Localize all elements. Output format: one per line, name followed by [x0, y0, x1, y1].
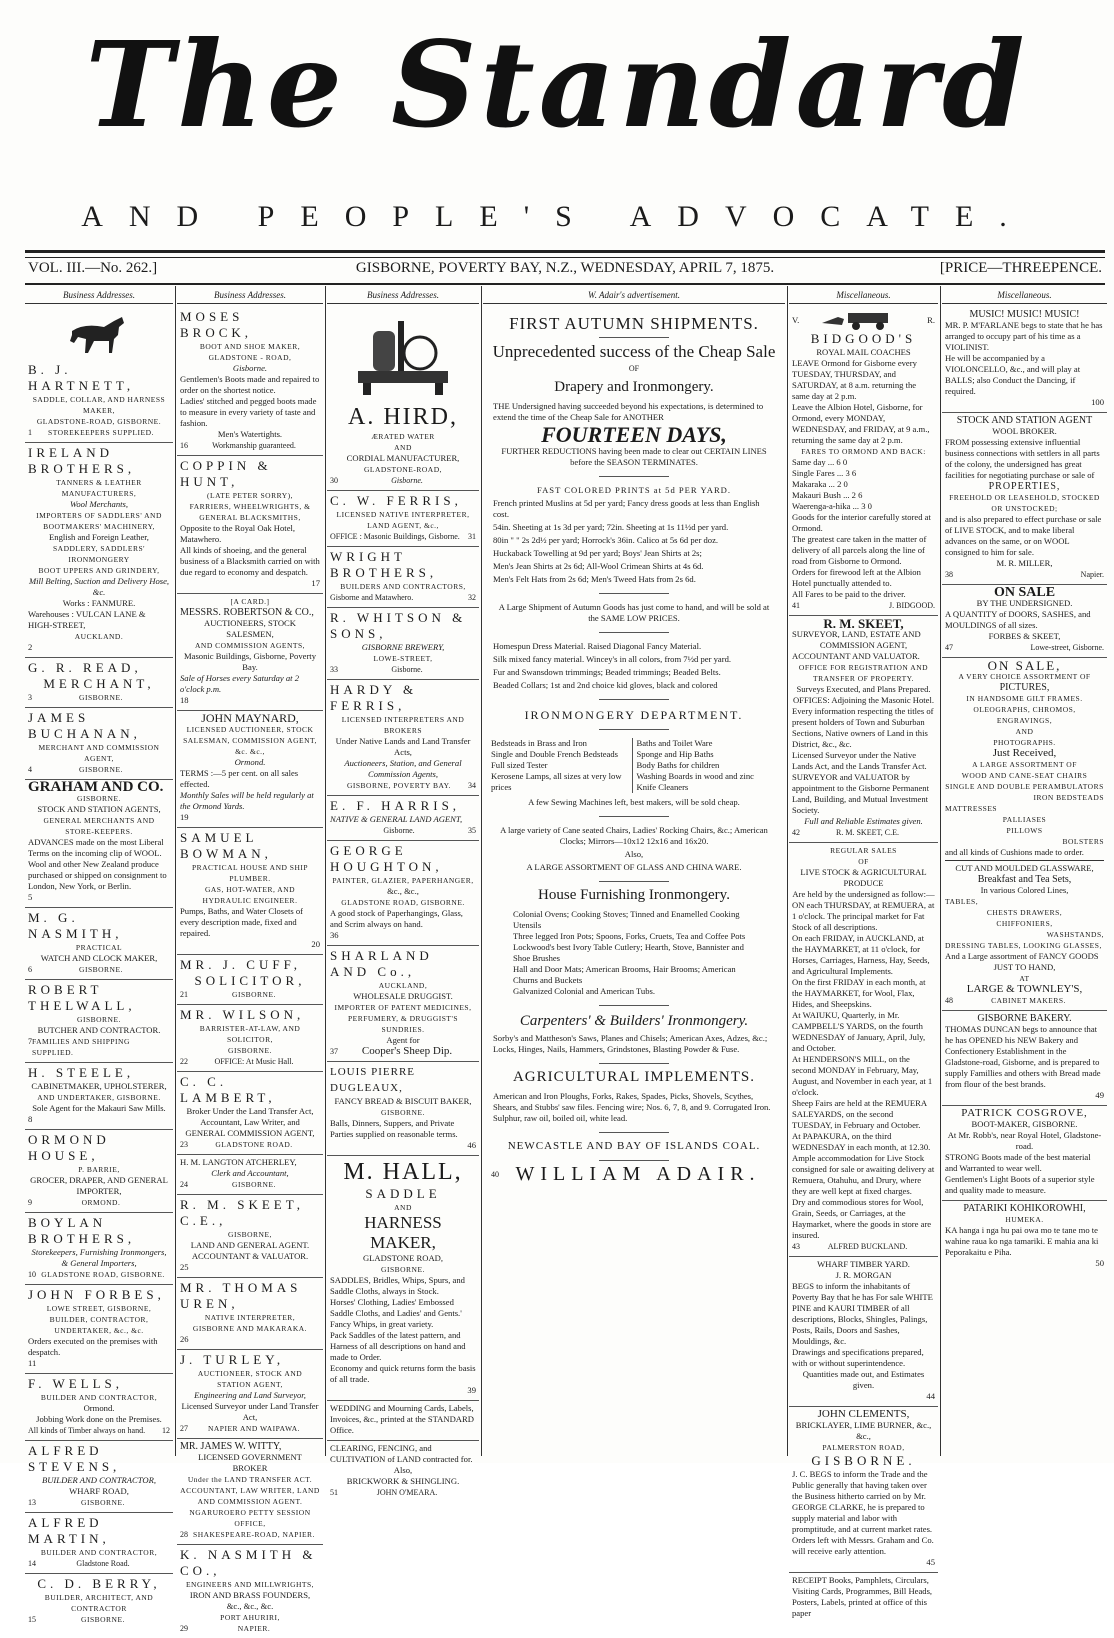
ad-name: HARDY & FERRIS,	[330, 682, 418, 713]
ad-wharf-timber-yard: WHARF TIMBER YARD. J. R. MORGAN BEGS to inform the inhabitants of Poverty Bay that he has For sale WHITE PINE and KAURI TIMBER of all descriptions, Blocks, Shingles, Palings, Posts, Rails, Doors and Sashes, Mouldings, &c. Drawings and specifications prepared, with or without superintendence. Quantities made out, and Estimates given. 44	[789, 1257, 938, 1407]
ad-houghton: GEORGE HOUGHTON, PAINTER, GLAZIER, PAPERHANGER, &c., &c., GLADSTONE ROAD, GISBORNE. A good stock of Paperhangings, Glass, and Scrim always on hand. 36	[327, 841, 479, 946]
ad-wells: F. WELLS, BUILDER AND CONTRACTOR, Ormond. Jobbing Work done on the Premises. All kinds of Timber always on hand. 12	[25, 1374, 173, 1441]
ad-large-townley: ON SALE, A VERY CHOICE ASSORTMENT OF PICTURES, IN HANDSOME GILT FRAMES. OLEOGRAPHS, CHROMOS, ENGRAVINGS, AND PHOTOGRAPHS. Just Received, A LARGE ASSORTMENT OF WOOD AND CANE-SEAT CHAIRS SINGLE AND DOUBLE PERAMBULATORS IRON BEDSTEADS MATTRESSES PALLIASES PILLOWS BOLSTERS and all kinds of Cushions made to order. CUT AND MOULDED GLASSWARE, Breakfast and Tea Sets, In various Colored Lines, TABLES, CHESTS DRAWERS, CHIFFONIERS, WASHSTANDS, DRESSING TABLES, LOOKING GLASSES, And a Large assortment of FANCY GOODS JUST TO HAND, AT LARGE & TOWNLEY'S, 48 CABINET MAKERS.	[942, 658, 1107, 1011]
ad-name: WHARF TIMBER YARD.	[817, 1259, 910, 1269]
ad-graham: GRAHAM AND CO. GISBORNE. STOCK AND STATION AGENTS, GENERAL MERCHANTS AND STORE-KEEPERS. ADVANCES made on the most Liberal Terms on the incoming clip of WOOL. Wool and other New Zealand produce purchased or shipped on consignment to London, New York, or Berlin. 5	[25, 780, 173, 908]
headline-house-furnishing: House Furnishing Ironmongery.	[538, 887, 730, 903]
ad-name: M. G. NASMITH,	[28, 910, 123, 941]
divider	[599, 881, 669, 882]
ad-name: E. F. HARRIS,	[330, 798, 461, 813]
divider	[599, 1160, 669, 1161]
ad-dugleaux: LOUIS PIERRE DUGLEAUX, FANCY BREAD & BISCUIT BAKER, GISBORNE. Balls, Dinners, Suppers, and Private Parties supplied on reasonable terms. 46	[327, 1062, 479, 1156]
ad-sharland: SHARLAND AND Co., AUCKLAND, WHOLESALE DRUGGIST. IMPORTER OF PATENT MEDICINES, PERFUMERY, & DRUGGIST'S SUNDRIES. Agent for 37 Cooper's Sheep Dip.	[327, 946, 479, 1062]
ad-robertson: [A CARD.] MESSRS. ROBERTSON & CO., AUCTIONEERS, STOCK SALESMEN, AND COMMISSION AGENTS, Masonic Buildings, Gisborne, Poverty Bay. Sale of Horses every Saturday at 2 o'clock p.m. 18	[177, 594, 323, 711]
ad-music: MUSIC! MUSIC! MUSIC! MR. P. M'FARLANE begs to state that he has arranged to occupy part of his time as a VIOLINIST. He will be accompanied by a VIOLONCELLO, &c., and will play at BALLS; also Conduct the Dancing, if required. 100	[942, 307, 1107, 413]
ad-bowman: SAMUEL BOWMAN, PRACTICAL HOUSE AND SHIP PLUMBER. GAS, HOT-WATER, AND HYDRAULIC ENGINEER. Pumps, Baths, and Water Closets of every description made, fixed and repaired. 20	[177, 828, 323, 955]
ad-name: C. C. LAMBERT,	[180, 1074, 276, 1105]
ad-witty: MR. JAMES W. WITTY, LICENSED GOVERNMENT BROKER Under the LAND TRANSFER ACT. ACCOUNTANT, LAW WRITER, LAND AND COMMISSION AGENT. NGARUROERO PETTY SESSION OFFICE, 28 SHAKESPEARE-ROAD, NAPIER.	[177, 1439, 323, 1545]
ad-berry: C. D. BERRY, BUILDER, ARCHITECT, AND CONTRACTOR 15 GISBORNE.	[25, 1574, 173, 1629]
ad-name: K. NASMITH & CO.,	[180, 1547, 317, 1578]
ad-name: MR. J. CUFF,	[180, 957, 302, 972]
ad-name: MOSES BROCK,	[180, 309, 253, 340]
newspaper-subtitle: AND PEOPLE'S ADVOCATE.	[81, 200, 1033, 233]
divider	[599, 337, 669, 338]
ad-name: ON SALE,	[987, 658, 1062, 673]
ad-name: MESSRS. ROBERTSON & CO.,	[180, 607, 314, 618]
ad-hird: A. HIRD, ÆRATED WATER AND CORDIAL MANUFACTURER, GLADSTONE-ROAD, 30 Gisborne.	[327, 307, 479, 491]
column-business-addresses-3	[327, 286, 479, 1497]
ad-gisborne-bakery: GISBORNE BAKERY. THOMAS DUNCAN begs to announce that he has OPENED his NEW Bakery and Confectionery Establishment in the Gladstone-road, Gisborne, and is prepared to supply Famillies and others with Bread made from flour of the best brands. 49	[942, 1011, 1107, 1106]
ad-cosgrove: PATRICK COSGROVE, BOOT-MAKER, GISBORNE. At Mr. Robb's, near Royal Hotel, Gladstone-road. STRONG Boots made of the best material and Warranted to wear well. Gentlemen's Light Boots of a superior style and quality made to measure.	[942, 1106, 1107, 1201]
ad-name: ROBERT THELWALL,	[28, 982, 136, 1013]
ad-name: JOHN FORBES,	[28, 1287, 165, 1302]
ad-hall: M. HALL, SADDLE AND HARNESS MAKER, GLADSTONE ROAD, GISBORNE. SADDLES, Bridles, Whips, Spurs, and Saddle Cloths, always in Stock. Horses' Clothing, Ladies' Embossed Saddle Cloths, and Ladies' and Gents.' Fancy Whips, in great variety. Pack Saddles of the latest pattern, and Harness of all descriptions on hand and made to Order. Economy and quick returns form the basis of all trade. 39	[327, 1156, 479, 1401]
issue-place-date: GISBORNE, POVERTY BAY, N.Z., WEDNESDAY, APRIL 7, 1875.	[355, 260, 775, 276]
ad-name: WRIGHT BROTHERS,	[330, 549, 438, 580]
ad-regular-sales: REGULAR SALES OF LIVE STOCK & AGRICULTURAL PRODUCE Are held by the undersigned as follow:— ON each THURSDAY, at REMUERA, at 1 o'clock. The principal market for Fat Stock of all descriptions. On each FRIDAY, in AUCKLAND, at the HAYMARKET, at 11 o'clock, for Horses, Carriages, Harness, Hay, Seeds, and Agricultural Implements. On the first FRIDAY in each month, at the HAYMARKET, for Wool, Flax, Hides, and Sheepskins. At WAIUKU, Quarterly, in Mr. CAMPBELL'S YARDS, on the fourth WEDNESDAY of January, April, July, and October. At HENDERSON'S MILL, on the second MONDAY in February, May, August, and November in each year, at 1 o'clock. Sheep Fairs are held at the REMUERA SALEYARDS, on the second TUESDAY, in February and October. At PAPAKURA, on the third WEDNESDAY in each month, at 12.30. Ample accommodation for Live Stock consigned for sale or awaiting delivery at Remuera, Otahuhu, and Drury, where they are well kept at fixed charges. Dry and commodious stores for Wool, Grain, Seeds, or Carriages, at the Haymarket, where the goods in store are insured. 43 ALFRED BUCKLAND.	[789, 843, 938, 1257]
ad-martin: ALFRED MARTIN, BUILDER AND CONTRACTOR, 14 Gladstone Road.	[25, 1513, 173, 1574]
ad-ireland-brothers: IRELAND BROTHERS, TANNERS & LEATHER MANUFACTURERS, Wool Merchants, IMPORTERS OF SADDLERS' AND BOOTMAKERS' MACHINERY, English and Foreign Leather, SADDLERY, SADDLERS' IRONMONGERY BOOT UPPERS AND GRINDERY, Mill Belting, Suction and Delivery Hose, &c. Works : FANMURE. Warehouses : VULCAN LANE & HIGH-STREET, AUCKLAND. 2	[25, 443, 173, 658]
coach-illustration	[818, 309, 908, 331]
ad-name: F. WELLS,	[28, 1376, 124, 1391]
headline-carpenters-ironmongery: Carpenters' & Builders' Ironmongery.	[519, 1013, 749, 1029]
ad-uren: MR. THOMAS UREN, NATIVE INTERPRETER, GISBORNE AND MAKARAKA. 26	[177, 1278, 323, 1350]
ad-name: R. M. SKEET,	[823, 616, 904, 631]
ad-name: JOHN CLEMENTS,	[817, 1408, 910, 1420]
newspaper-title: The Standard	[85, 15, 1029, 154]
column-miscellaneous-1	[789, 286, 938, 1618]
ad-name: H. STEELE,	[28, 1065, 135, 1080]
ad-thelwall: ROBERT THELWALL, GISBORNE. BUTCHER AND CONTRACTOR. 7 FAMILIES AND SHIPPING SUPPLIED.	[25, 980, 173, 1063]
ad-name: GEORGE HOUGHTON,	[330, 843, 443, 874]
column-adair-advertisement: W. Adair's advertisement. FIRST AUTUMN SHIPMENTS. Unprecedented success of the Cheap Sale OF Drapery and Ironmongery. THE Undersigned having succeeded beyond his expectations, is determined to extend the time of the Cheap Sale for ANOTHER FOURTEEN DAYS, FURTHER REDUCTIONS having been made to clear out CERTAIN LINES before the SEASON TERMINATES. FAST COLORED PRINTS at 5d PER YARD. French printed Muslins at 5d per yard; Fancy dress goods at less than English cost. 54in. Sheeting at 1s 3d per yard; 72in. Sheeting at 1s 11½d per yard. 80in " " 2s 2d½ per yard; Horrock's 36in. Calico at 5s 6d per doz. Huckaback Towelling at 9d per yard; Boys' Jean Shirts at 2s; Men's Jean Shirts at 2s 6d; All-Wool Crimean Shirts at 4s 6d. Men's Felt Hats from 2s 6d; Men's Tweed Hats from 2s 6d. A Large Shipment of Autumn Goods has just come to hand, and will be sold at the SAME LOW PRICES. Homespun Dress Material. Raised Diagonal Fancy Material. Silk mixed fancy material. Wincey's in all colors, from 7½d per yard. Fur and Swansdown trimmings; Beaded trimmings; Beaded Belts. Beaded Collars; 1st and 2nd choice kid gloves, black and colored IRONMONGERY DEPARTMENT. Bedsteads in Brass and Iron Single and Double French Bedsteads Full sized Tester Kerosene Lamps, all sizes at very low prices Baths and Toilet Ware Sponge and Hip Baths Body Baths for children Washing Boards in wood and zinc Knife Cleaners A few Sewing Machines left, best makers, will be sold cheap. A large variety of Cane seated Chairs, Ladies' Rocking Chairs, &c.; American Clocks; Mirrors—10x12 12x16 and 16x20. Also, A LARGE ASSORTMENT OF GLASS AND CHINA WARE. House Furnishing Ironmongery. Colonial Ovens; Cooking Stoves; Tinned and Enamelled Cooking Utensils Three legged Iron Pots; Spoons, Forks, Cruets, Tea and Coffee Pots Lockwood's best Ivory Table Cutlery; Hearth, Stove, Bannister and Shoe Brushes Hall and Door Mats; American Brooms, Hair Brooms; American Churns and Buckets Galvanized Colonial and American Tubs. Carpenters' & Builders' Ironmongery. Sorby's and Mattheson's Saws, Planes and Chisels; American Axes, Adzes, &c.; Locks, Hinges, Nails, Hammers, Grindstones, Blasting Powder & Fuse. AGRICULTURAL IMPLEMENTS. American and Iron Ploughs, Forks, Rakes, Spades, Picks, Shovels, Scythes, Shears, and Stubbs' saw files. Fencing wire; Nos. 6, 7, 8, and 9. Corrugated Iron. Sulphur, raw oil, boiled oil, white lead. NEWCASTLE AND BAY OF ISLANDS COAL. 40 WILLIAM ADAIR.	[483, 286, 785, 1456]
ad-name: PATRICK COSGROVE,	[961, 1107, 1088, 1119]
ad-whitson: R. WHITSON & SONS, GISBORNE BREWERY, LOWE-STREET, 33 Gisborne.	[327, 608, 479, 680]
list-dress-materials: Homespun Dress Material. Raised Diagonal Fancy Material. Silk mixed fancy material. Wincey's in all colors, from 7½d per yard. Fur and Swansdown trimmings; Beaded trimmings; Beaded Belts. Beaded Collars; 1st and 2nd choice kid gloves, black and colored	[493, 641, 732, 690]
ad-name: MR. JAMES W. WITTY,	[180, 1441, 282, 1452]
column-heading: W. Adair's advertisement.	[483, 286, 785, 304]
ad-read: G. R. READ, MERCHANT, 3 GISBORNE.	[25, 658, 173, 708]
ad-name: ORMOND HOUSE,	[28, 1132, 110, 1163]
masthead	[0, 15, 1114, 170]
headline-first-autumn-shipments: FIRST AUTUMN SHIPMENTS.	[509, 314, 759, 333]
machinery-illustration	[348, 311, 458, 401]
column-heading: Business Addresses.	[177, 286, 323, 304]
column-rule	[940, 286, 941, 1456]
divider	[599, 816, 669, 817]
ad-name: JOHN MAYNARD,	[201, 711, 299, 725]
divider	[599, 1005, 669, 1006]
ad-printing: WEDDING and Mourning Cards, Labels, Invoices, &c., printed at the STANDARD Office.	[327, 1401, 479, 1441]
column-rule	[325, 286, 326, 1456]
ironmongery-list: Bedsteads in Brass and Iron Single and Double French Bedsteads Full sized Tester Kerosene Lamps, all sizes at very low prices Baths and Toilet Ware Sponge and Hip Baths Body Baths for children Washing Boards in wood and zinc Knife Cleaners	[491, 738, 777, 793]
column-rule	[481, 286, 482, 1456]
ad-name: MR. THOMAS UREN,	[180, 1280, 302, 1311]
ad-hardy-ferris: HARDY & FERRIS, LICENSED INTERPRETERS AND BROKERS Under Native Lands and Land Transfer Acts, Auctioneers, Station, and General Commission Agents, GISBORNE, POVERTY BAY. 34	[327, 680, 479, 796]
divider	[599, 1132, 669, 1133]
ad-name: A. HIRD,	[348, 404, 458, 430]
ad-name: SAMUEL BOWMAN,	[180, 830, 272, 861]
ad-name: STOCK AND STATION AGENT	[956, 415, 1093, 426]
ad-atcherley: H. M. LANGTON ATCHERLEY, Clerk and Accountant, 24 GISBORNE.	[177, 1155, 323, 1195]
headline-agricultural-implements: AGRICULTURAL IMPLEMENTS.	[512, 1069, 756, 1085]
column-business-addresses-1	[25, 286, 173, 1624]
ad-name: ON SALE	[993, 585, 1056, 600]
masthead-rule	[25, 250, 1105, 258]
ad-hartnett: B. J. HARTNETT, SADDLE, COLLAR, AND HARNESS MAKER, GLADSTONE-ROAD, GISBORNE. 1 STOREKEEPERS SUPPLIED.	[25, 307, 173, 443]
ad-name: H. M. LANGTON ATCHERLEY,	[180, 1157, 297, 1167]
divider	[599, 476, 669, 477]
horse-illustration	[64, 313, 134, 358]
ad-patariki: PATARIKI KOHIKOROWHI, HUMEKA. KA hanga i nga hu pai owa mo te tane mo te wahine raua ko nga tamariki. E mahia ana ki Peporakaitu e Piha. 50	[945, 1203, 1104, 1268]
ad-name: J. TURLEY,	[180, 1352, 285, 1367]
ad-wilson: MR. WILSON, BARRISTER-AT-LAW, AND SOLICITOR, GISBORNE. 22 OFFICE: At Music Hall.	[177, 1005, 323, 1072]
price-list-drapery: FAST COLORED PRINTS at 5d PER YARD. French printed Muslins at 5d per yard; Fancy dress goods at less than English cost. 54in. Sheeting at 1s 3d per yard; 72in. Sheeting at 1s 11½d per yard. 80in " " 2s 2d½ per yard; Horrock's 36in. Calico at 5s 6d per doz. Huckaback Towelling at 9d per yard; Boys' Jean Shirts at 2s; Men's Jean Shirts at 2s 6d; All-Wool Crimean Shirts at 4s 6d. Men's Felt Hats from 2s 6d; Men's Tweed Hats from 2s 6d.	[493, 485, 760, 584]
column-rule	[787, 286, 788, 1456]
ad-name: BOYLAN BROTHERS,	[28, 1215, 136, 1246]
ad-bidgood-coaches: V. R. BIDGOOD'S ROYAL MAIL COACHES LEAVE Ormond for Gisborne every TUESDAY, THURSDAY, and SATURDAY, at 8 a.m. returning the same day at 2 p.m. Leave the Albion Hotel, Gisborne, for Ormond, every MONDAY, WEDNESDAY, and FRIDAY, at 9 a.m., returning the same day at 2 p.m. FARES TO ORMOND AND BACK: Same day ... 6 0 Single Fares ... 3 6 Makaraka ... 2 0 Makauri Bush ... 2 6 Waerenga-a-hika ... 3 0 Goods for the interior carefully stored at Ormond. The greatest care taken in the matter of delivery of all parcels along the line of road from Gisborne to Ormond. Orders for firewood left at the Albion Hotel punctually attended to. All Fares to be paid to the driver. 41 J. BIDGOOD.	[789, 307, 938, 616]
divider	[599, 729, 669, 730]
ad-maynard: JOHN MAYNARD, LICENSED AUCTIONEER, STOCK SALESMAN, COMMISSION AGENT, &c. &c., Ormond. TERMS :—5 per cent. on all sales effected. Monthly Sales will be held regularly at the Ormond Yards. 19	[177, 711, 323, 828]
ad-ferris: C. W. FERRIS, LICENSED NATIVE INTERPRETER, LAND AGENT, &c., OFFICE : Masonic Buildings, Gisborne. 31	[327, 491, 479, 547]
ad-on-sale-doors: ON SALE BY THE UNDERSIGNED. A QUANTITY of DOORS, SASHES, and MOULDINGS of all sizes. FORBES & SKEET, 47 Lowe-street, Gisborne.	[942, 585, 1107, 658]
column-heading: Miscellaneous.	[942, 286, 1107, 304]
ad-ormond-house: ORMOND HOUSE, P. BARRIE, GROCER, DRAPER, AND GENERAL IMPORTER, 9 ORMOND.	[25, 1130, 173, 1213]
ad-name: IRELAND BROTHERS,	[28, 445, 136, 476]
ad-name: GISBORNE BAKERY.	[977, 1013, 1072, 1024]
ad-name: M. HALL,	[343, 1159, 463, 1185]
ad-stock-station-agent: STOCK AND STATION AGENT WOOL BROKER. FROM possessing extensive influential business connections with settlers in all parts of the colony, the undersigned has great facilities for negotiating purchase or sale of PROPERTIES, FREEHOLD OR LEASEHOLD, STOCKED OR UNSTOCKED; and is also prepared to effect purchase or sale of LIVE STOCK, and to make liberal advances on the same, or on WOOL consigned to him for sale. M. R. MILLER, 38 Napier.	[942, 413, 1107, 585]
dateline	[25, 258, 1105, 282]
ad-name: PATARIKI KOHIKOROWHI,	[963, 1203, 1086, 1214]
ad-name: R. WHITSON & SONS,	[330, 610, 467, 641]
ad-lambert: C. C. LAMBERT, Broker Under the Land Transfer Act, Accountant, Law Writer, and GENERAL COMMISSION AGENT, 23 GLADSTONE ROAD.	[177, 1072, 323, 1155]
column-rule	[175, 286, 176, 1456]
ad-buchanan: JAMES BUCHANAN, MERCHANT AND COMMISSION AGENT, 4 GISBORNE.	[25, 708, 173, 780]
ad-name: G. R. READ,	[28, 660, 142, 675]
ad-name: R. M. SKEET, C.E.,	[180, 1197, 304, 1228]
ad-steele: H. STEELE, CABINETMAKER, UPHOLSTERER, AND UNDERTAKER, GISBORNE. Sole Agent for the Makauri Saw Mills. 8	[25, 1063, 173, 1130]
ad-name: GRAHAM AND CO.	[28, 779, 164, 795]
headline-coal: NEWCASTLE AND BAY OF ISLANDS COAL.	[507, 1140, 761, 1152]
ad-wright-brothers: WRIGHT BROTHERS, BUILDERS AND CONTRACTORS, Gisborne and Matawhero. 32	[327, 547, 479, 608]
ad-clements: JOHN CLEMENTS, BRICKLAYER, LIME BURNER, &c., &c., PALMERSTON ROAD, GISBORNE. J. C. BEGS to inform the Trade and the Public generally that having taken over the Business hitherto carried on by Mr. GEORGE CLARKE, he is prepared to supply material and labor with promptitude, and at current market rates. Orders left with Messrs. Graham and Co. will receive early attention. 45	[789, 1407, 938, 1573]
ad-name: JAMES BUCHANAN,	[28, 710, 141, 741]
ad-name: ALFRED STEVENS,	[28, 1443, 121, 1474]
ad-name: C. W. FERRIS,	[330, 493, 462, 508]
ad-name: BIDGOOD'S	[810, 331, 917, 346]
ad-skeet: R. M. SKEET, C.E., GISBORNE, LAND AND GENERAL AGENT. ACCOUNTANT & VALUATOR. 25	[177, 1195, 323, 1278]
ad-name: B. J. HARTNETT,	[28, 362, 135, 393]
ad-name: LOUIS PIERRE DUGLEAUX,	[330, 1066, 416, 1094]
ad-brock: MOSES BROCK, BOOT AND SHOE MAKER, GLADSTONE - ROAD, Gisborne. Gentlemen's Boots made and repaired to order on the shortest notice. Ladies' stitched and pegged boots made to measure in every variety of taste and fashion. Men's Watertights. 16 Workmanship guaranteed.	[177, 307, 323, 456]
column-heading: Miscellaneous.	[789, 286, 938, 304]
volume-number: VOL. III.—No. 262.]	[28, 260, 158, 276]
ad-name: MUSIC! MUSIC! MUSIC!	[969, 309, 1080, 320]
ad-boylan-brothers: BOYLAN BROTHERS, Storekeepers, Furnishing Ironmongers, & General Importers, 10 GLADSTONE ROAD, GISBORNE.	[25, 1213, 173, 1285]
ad-harris: E. F. HARRIS, NATIVE & GENERAL LAND AGENT, Gisborne. 35	[327, 796, 479, 841]
column-heading: Business Addresses.	[25, 286, 173, 304]
divider	[599, 593, 669, 594]
ad-name: ALFRED MARTIN,	[28, 1515, 110, 1546]
issue-price: [PRICE—THREEPENCE.	[939, 260, 1102, 276]
divider	[599, 1063, 669, 1064]
ad-name: SHARLAND AND Co.,	[330, 948, 433, 979]
ad-cuff: MR. J. CUFF, SOLICITOR, 21 GISBORNE.	[177, 955, 323, 1005]
ad-skeet-surveyor: R. M. SKEET, SURVEYOR, LAND, ESTATE AND COMMISSION AGENT, ACCOUNTANT AND VALUATOR. OFFICE FOR REGISTRATION AND TRANSFER OF PROPERTY. Surveys Executed, and Plans Prepared. OFFICES: Adjoining the Masonic Hotel. Every information respecting the titles of present holders of Town and Suburban Sections, Native owners of Land in this District, &c., &c. Licensed Surveyor under the Native Lands Act, and the Lands Transfer Act. SURVEYOR and VALUATOR by appointment to the Gisborne Permanent Land, Building, and Mutual Investment Society. Full and Reliable Estimates given. 42 R. M. SKEET, C.E.	[789, 616, 938, 843]
ad-omeara: CLEARING, FENCING, and CULTIVATION of LAND contracted for. Also, BRICKWORK & SHINGLING. 51 JOHN O'MEARA.	[330, 1443, 473, 1497]
list-house-furnishing: Colonial Ovens; Cooking Stoves; Tinned and Enamelled Cooking Utensils Three legged Iron Pots; Spoons, Forks, Cruets, Tea and Coffee Pots Lockwood's best Ivory Table Cutlery; Hearth, Stove, Bannister and Shoe Brushes Hall and Door Mats; American Brooms, Hair Brooms; American Churns and Buckets Galvanized Colonial and American Tubs.	[513, 909, 746, 996]
column-heading: Business Addresses.	[327, 286, 479, 304]
column-miscellaneous-2	[942, 286, 1107, 1456]
ad-nasmith-co: K. NASMITH & CO., ENGINEERS AND MILLWRIGHTS, IRON AND BRASS FOUNDERS, &c., &c., &c. PORT AHURIRI, 29 NAPIER.	[177, 1545, 323, 1638]
headline-cheap-sale: Unprecedented success of the Cheap Sale	[492, 342, 776, 361]
headline-ironmongery-department: IRONMONGERY DEPARTMENT.	[524, 708, 744, 722]
ad-forbes: JOHN FORBES, LOWE STREET, GISBORNE, BUILDER, CONTRACTOR, UNDERTAKER, &c., &c. Orders executed on the premises with despatch. 11	[25, 1285, 173, 1374]
ad-name: COPPIN & HUNT,	[180, 458, 272, 489]
ad-receipt-books: RECEIPT Books, Pamphlets, Circulars, Visiting Cards, Programmes, Bill Heads, Posters, Labels, printed at office of this paper	[792, 1575, 933, 1618]
ad-name: MR. WILSON,	[180, 1007, 305, 1022]
ad-name: C. D. BERRY,	[37, 1576, 161, 1591]
divider	[599, 699, 669, 700]
advertiser-signature: WILLIAM ADAIR.	[515, 1163, 761, 1185]
divider	[599, 632, 669, 633]
headline-fourteen-days: FOURTEEN DAYS,	[541, 422, 727, 447]
headline-drapery-ironmongery: Drapery and Ironmongery.	[554, 379, 714, 395]
column-business-addresses-2	[177, 286, 323, 1633]
ad-turley: J. TURLEY, AUCTIONEER, STOCK AND STATION AGENT, Engineering and Land Surveyor, Licensed Surveyor under Land Transfer Act, 27 NAPIER AND WAIPAWA.	[177, 1350, 323, 1439]
ad-coppin-hunt: COPPIN & HUNT, (LATE PETER SORRY), FARRIERS, WHEELWRIGHTS, & GENERAL BLACKSMITHS, Opposite to the Royal Oak Hotel, Matawhero. All kinds of shoeing, and the general business of a Blacksmith carried on with due regard to economy and despatch. 17	[177, 456, 323, 594]
ad-stevens: ALFRED STEVENS, BUILDER AND CONTRACTOR, WHARF ROAD, 13 GISBORNE.	[25, 1441, 173, 1513]
ad-nasmith: M. G. NASMITH, PRACTICAL WATCH AND CLOCK MAKER, 6 GISBORNE.	[25, 908, 173, 980]
